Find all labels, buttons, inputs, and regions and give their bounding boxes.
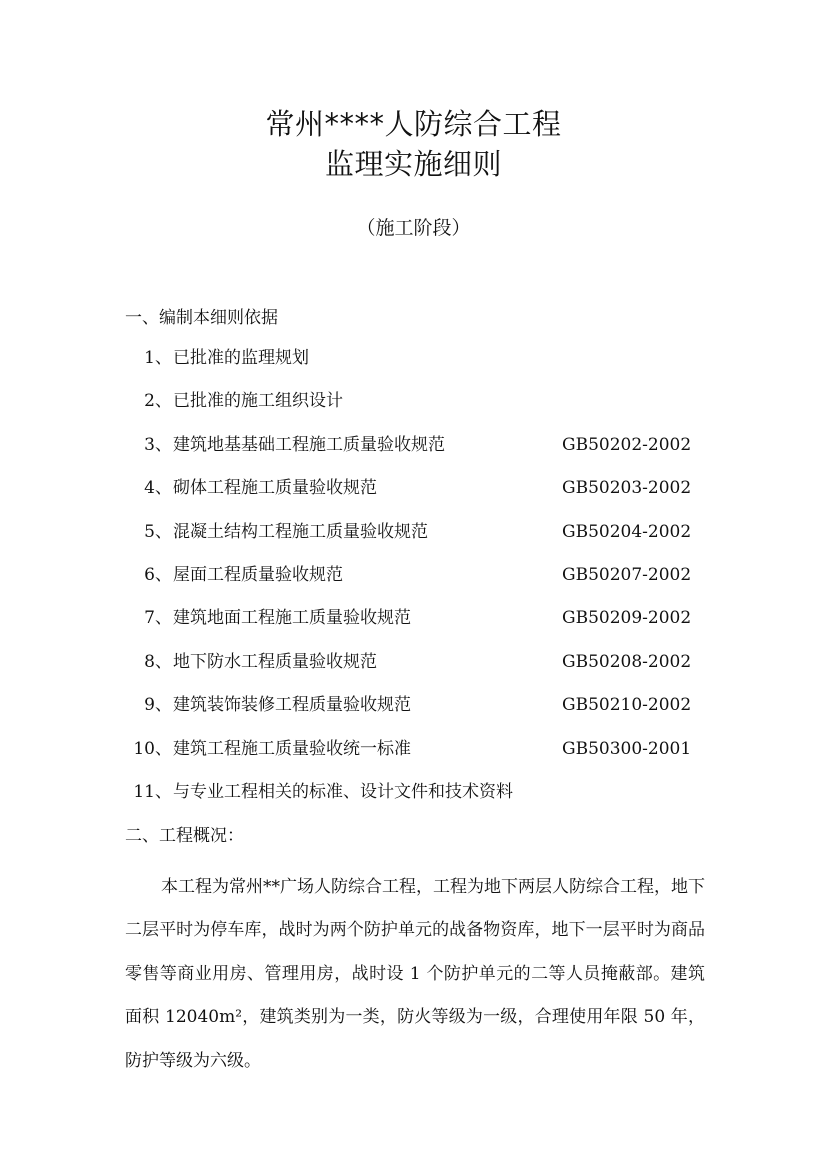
item-number: 1、 [144,348,172,368]
list-item [0,563,827,606]
list-item [0,606,827,649]
item-text: 建筑地面工程施工质量验收规范 [173,608,411,629]
list-item [0,780,827,823]
item-text: 建筑装饰装修工程质量验收规范 [173,695,411,716]
list-item [0,433,827,476]
list-item [0,693,827,736]
item-text: 砌体工程施工质量验收规范 [173,478,377,499]
item-number: 7、 [144,608,172,629]
item-text: 地下防水工程质量验收规范 [173,651,377,672]
list-item [0,389,827,432]
list-item [0,476,827,519]
item-number: 9、 [144,695,172,716]
section-heading-basis: 一、编制本细则依据 [125,308,278,328]
standard-code: GB50300-2001 [562,738,692,759]
standard-code: GB50208-2002 [562,651,692,672]
document-subtitle: 监理实施细则 [324,147,502,181]
item-text: 已批准的施工组织设计 [173,391,343,412]
item-number: 3、 [144,434,172,455]
basis-list [0,346,827,823]
item-number: 2、 [144,391,172,412]
item-number: 8、 [144,651,172,672]
item-text: 建筑地基基础工程施工质量验收规范 [173,434,445,455]
item-text: 屋面工程质量验收规范 [173,564,343,585]
list-item [0,650,827,693]
item-text: 建筑工程施工质量验收统一标准 [173,738,411,759]
standard-code: GB50209-2002 [562,608,692,629]
section-heading-overview: 二、工程概况： [125,826,244,846]
standard-code: GB50210-2002 [562,695,692,716]
item-text: 混凝土结构工程施工质量验收规范 [173,521,428,542]
item-number: 5、 [144,521,172,542]
item-number: 11、 [133,781,172,802]
item-number: 6、 [144,564,172,585]
item-text: 已批准的监理规划 [173,348,309,368]
standard-code: GB50204-2002 [562,521,692,542]
stage-label: （施工阶段） [356,217,471,239]
item-text: 与专业工程相关的标准、设计文件和技术资料 [173,781,513,802]
item-number: 10、 [133,738,172,759]
item-number: 4、 [144,478,172,499]
overview-paragraph: 本工程为常州**广场人防综合工程，工程为地下两层人防综合工程，地下二层平时为停车库，战时为两个防护单元的战备物资库，地下一层平时为商品零售等商业用房、管理用房，战时设 1 个防护单元的二等人员掩蔽部。建筑面积 12040m²，建筑类别为一类，防火等级为一级，合理使用年限 50 年，防护等级为六级。 [125,877,705,1071]
list-item [0,520,827,563]
standard-code: GB50203-2002 [562,478,692,499]
standard-code: GB50207-2002 [562,564,692,585]
list-item [0,737,827,780]
standard-code: GB50202-2002 [562,434,692,455]
document-title: 常州****人防综合工程 [265,107,562,141]
list-item [0,346,827,389]
